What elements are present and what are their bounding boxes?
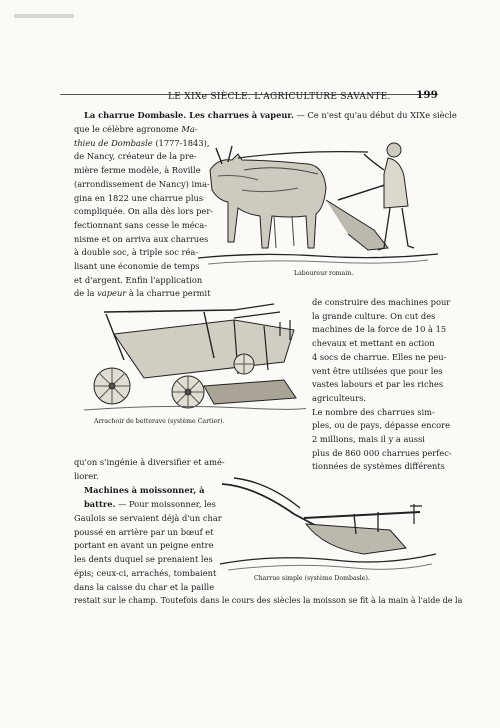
section1-line-text: compliquée. On alla dès lors per-: [74, 206, 214, 217]
right-column-line-text: chevaux et mettant en action: [312, 338, 435, 349]
section2-line: [74, 581, 222, 595]
right-column-line-text: la grande culture. On cut des: [312, 310, 436, 321]
arrachoir-caption: Arrachoir de betterave (système Cartier).: [94, 418, 225, 425]
section1-line: [74, 137, 213, 151]
section1-line: [74, 164, 213, 178]
running-head: [60, 90, 438, 102]
section2-line: [74, 512, 222, 526]
section2-heading-block: [84, 484, 216, 511]
section2-body: [74, 512, 222, 594]
section2-line: [74, 567, 222, 581]
right-column-line: [312, 433, 452, 447]
section1-line-text: fectionnant sans cesse le méca-: [74, 219, 207, 230]
right-column-line: [312, 378, 452, 392]
section2-line-text: Gaulois se servaient déjà d'un char: [74, 513, 222, 523]
beet-lifter-engraving-icon: [84, 304, 306, 410]
scan-mark: [14, 14, 74, 18]
section1-line-text: (arrondissement de Nancy) ima-: [74, 178, 210, 189]
beet-lifter-engraving-figure: [84, 300, 306, 428]
section1-line: [74, 150, 213, 164]
right-column-line: [312, 323, 452, 337]
right-column-line: [312, 406, 452, 420]
section1-line-text: et d'argent. Enfin l'application: [74, 274, 203, 285]
section1-line: [74, 178, 213, 192]
section2-heading-line2: battre.: [84, 498, 116, 509]
continuation-line: [74, 456, 225, 470]
section2-line-text: les dents duquel se prenaient les: [74, 554, 213, 565]
section1-line-text: que le célèbre agronome: [74, 124, 182, 134]
section2-line-text: poussé en arrière par un bœuf et: [74, 526, 214, 537]
section1-line: [74, 274, 213, 288]
section1-line-text: nisme et on arriva aux charrues: [74, 233, 209, 244]
right-column-line-text: agriculteurs.: [312, 392, 366, 403]
continuation-body: [74, 456, 225, 483]
section1-body: [74, 123, 213, 301]
right-column-body: [312, 296, 452, 474]
right-column-line-text: vastes labours et par les riches: [312, 379, 444, 390]
section1-line: [74, 192, 213, 206]
running-head-title: LE XIXe SIÈCLE. L'AGRICULTURE SAVANTE.: [168, 92, 391, 102]
section1-line-text: à la charrue permit: [126, 288, 211, 299]
section2-line-text: portant en avant un peigne entre: [74, 540, 214, 551]
right-column-line-text: 2 millions, mais il y a aussi: [312, 434, 425, 445]
section1-line-text: de la: [74, 288, 98, 299]
section1-line: [74, 123, 213, 137]
right-column-line-text: plus de 860 000 charrues perfec-: [312, 447, 452, 458]
section1-line-text: à double soc, à triple soc réa-: [74, 247, 199, 258]
section1-line-text: Ma-: [181, 124, 198, 134]
ox-plough-engraving-icon: [198, 143, 438, 264]
section1-line: [74, 219, 213, 233]
section1-line-text: (1777-1843),: [152, 137, 210, 148]
section1-line-text: thieu de Dombasle: [74, 137, 153, 148]
right-column-line: [312, 460, 452, 474]
section1-line-text: vapeur: [97, 288, 127, 299]
right-column-line: [312, 337, 452, 351]
section1-lead: — Ce n'est qu'au début du XIXe siècle: [293, 110, 457, 120]
charrue-caption: Charrue simple (système Dombasle).: [254, 575, 370, 582]
right-column-line: [312, 365, 452, 379]
right-column-line: [312, 351, 452, 365]
right-column-line: [312, 310, 452, 324]
section1-heading-line: [84, 109, 457, 123]
section2-heading-line1: Machines à moissonner, à: [84, 485, 205, 495]
section1-heading: La charrue Dombasle. Les charrues à vapeur.: [84, 110, 294, 120]
plough-engraving-figure: [214, 474, 440, 584]
right-column-line: [312, 447, 452, 461]
section2-last-line: restait sur le champ. Toutefois dans le cours des siècles la moisson se fit à la main à l'aide de la: [74, 596, 463, 605]
right-column-line: [312, 419, 452, 433]
right-column-line: [312, 296, 452, 310]
section1-line: [74, 233, 213, 247]
right-column-line-text: machines de la force de 10 à 15: [312, 324, 447, 335]
section1-line-text: mière ferme modèle, à Roville: [74, 165, 201, 176]
section1-line: [74, 205, 213, 219]
continuation-line-text: qu'on s'ingénie à diversifier et amé-: [74, 457, 225, 467]
right-column-line-text: tionnées de systèmes différents: [312, 461, 445, 472]
plough-engraving-icon: [220, 478, 436, 570]
ox-plough-engraving-figure: [198, 130, 438, 278]
section1-line-text: de Nancy, créateur de la pre-: [74, 151, 197, 162]
section2-line: [74, 539, 222, 553]
right-column-line-text: Le nombre des charrues sim-: [312, 406, 435, 417]
page-number: 199: [416, 90, 438, 101]
section2-line: [74, 526, 222, 540]
section2-line-text: épis; ceux-ci, arrachés, tombaient: [74, 567, 217, 578]
laboureur-caption: Laboureur romain.: [294, 270, 354, 277]
continuation-line: [74, 470, 225, 484]
section2-line-text: dans la caisse du char et la paille: [74, 581, 215, 592]
section1-line-text: lisant une économie de temps: [74, 261, 200, 272]
section2-line: [74, 553, 222, 567]
right-column-line-text: 4 socs de charrue. Elles ne peu-: [312, 351, 447, 362]
right-column-line-text: vent être utilisées que pour les: [312, 365, 443, 376]
continuation-line-text: liorer.: [74, 470, 99, 481]
right-column-line-text: ples, ou de pays, dépasse encore: [312, 420, 451, 431]
last-line: [74, 594, 462, 608]
section1-line-text: gina en 1822 une charrue plus: [74, 192, 204, 203]
section1-line: [74, 260, 213, 274]
right-column-line: [312, 392, 452, 406]
section2-lead: — Pour moissonner, les: [115, 498, 216, 509]
section1-line: [74, 246, 213, 260]
right-column-line-text: de construire des machines pour: [312, 297, 451, 307]
